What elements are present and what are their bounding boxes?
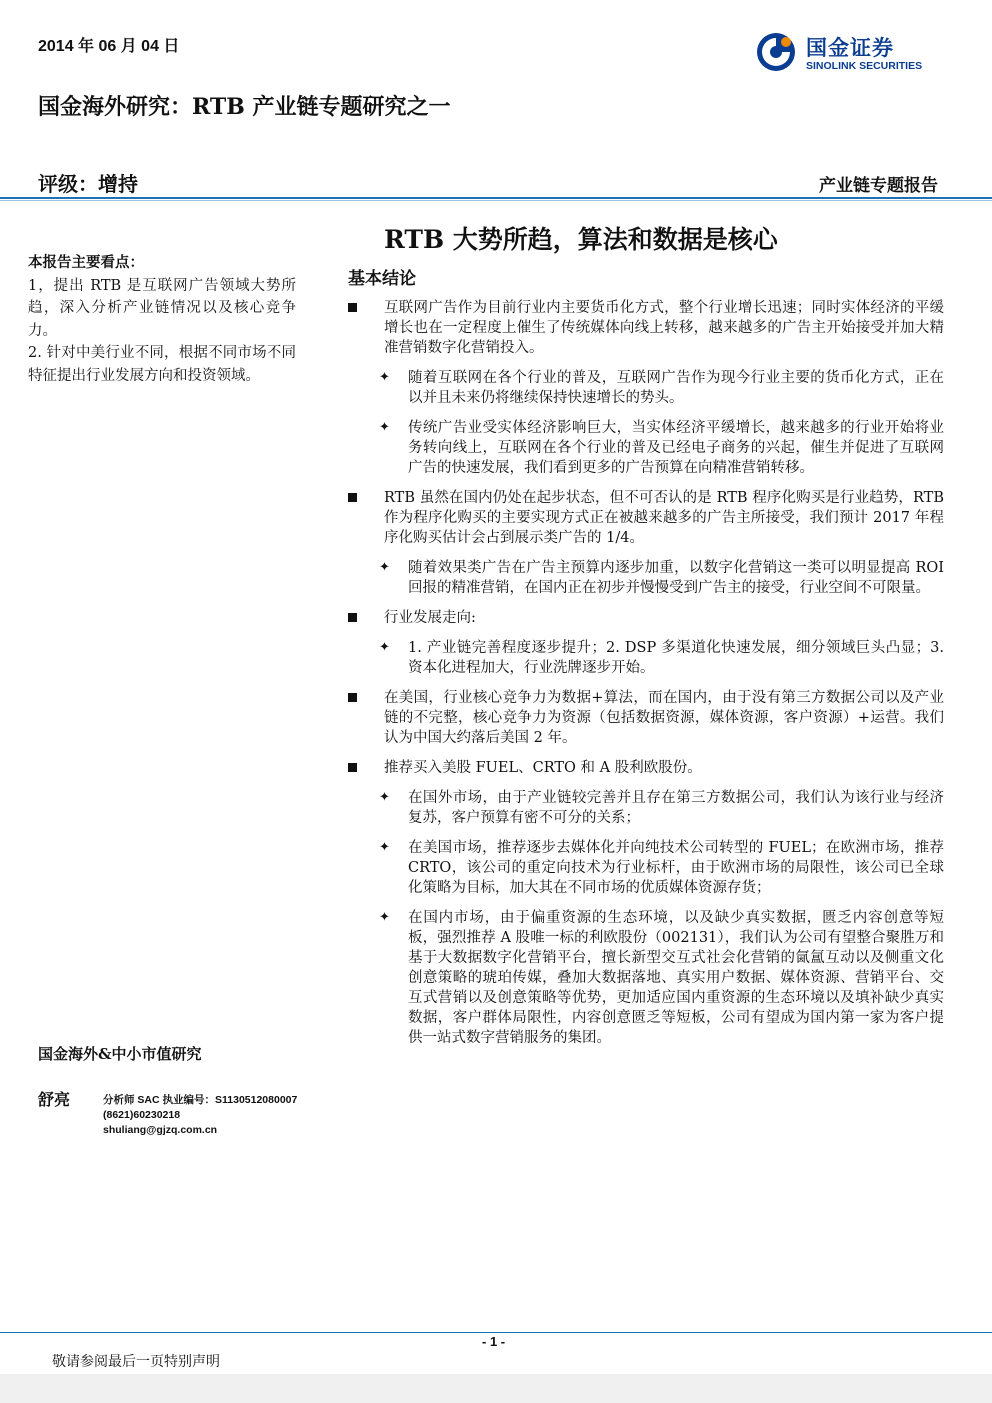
diamond-bullet-icon: ✦	[379, 560, 390, 575]
sub-bullet-text: 在国外市场，由于产业链较完善并且存在第三方数据公司，我们认为该行业与经济复苏，客户预算有密不可分的关系；	[408, 790, 944, 826]
company-logo	[756, 30, 946, 76]
bullet-item	[348, 608, 944, 628]
analyst-contact	[103, 1093, 297, 1138]
bottom-band	[0, 1374, 992, 1403]
key-point-1: 1，提出 RTB 是互联网广告领域大势所趋，深入分析产业链情况以及核心竞争力。	[28, 277, 296, 339]
document-title: 国金海外研究：RTB 产业链专题研究之一	[38, 94, 451, 120]
bullet-text: 互联网广告作为目前行业内主要货币化方式，整个行业增长迅速；同时实体经济的平缓增长也在一定程度上催生了传统媒体向线上转移，越来越多的广告主开始接受并加大精准营销数字化营销投入。	[384, 300, 944, 356]
key-points-sidebar	[28, 252, 296, 387]
sub-bullet-text: 传统广告业受实体经济影响巨大，当实体经济平缓增长，越来越多的行业开始将业务转向线上，互联网在各个行业的普及已经电子商务的兴起，催生并促进了互联网广告的快速发展，我们看到更多的广告预算在向精准营销转移。	[408, 420, 944, 476]
diamond-bullet-icon: ✦	[379, 840, 390, 855]
analyst-email[interactable]: shuliang@gjzq.com.cn	[103, 1124, 218, 1136]
page-number: - 1 -	[482, 1334, 506, 1349]
sub-bullet-item	[348, 418, 944, 478]
diamond-bullet-icon: ✦	[379, 910, 390, 925]
square-bullet-icon	[348, 613, 357, 622]
square-bullet-icon	[348, 763, 357, 772]
section-heading: 基本结论	[348, 269, 416, 289]
header-divider	[0, 197, 992, 199]
key-point-2: 2. 针对中美行业不同，根据不同市场不同特征提出行业发展方向和投资领域。	[28, 345, 296, 384]
sub-bullet-text: 1. 产业链完善程度逐步提升；2. DSP 多渠道化快速发展，细分领域巨头凸显；3. 资本化进程加大，行业洗牌逐步开始。	[408, 640, 944, 676]
diamond-bullet-icon: ✦	[379, 370, 390, 385]
square-bullet-icon	[348, 493, 357, 502]
research-team: 国金海外&中小市值研究	[38, 1045, 202, 1063]
bullet-item	[348, 298, 944, 358]
diamond-bullet-icon: ✦	[379, 790, 390, 805]
sub-bullet-text: 在国内市场，由于偏重资源的生态环境，以及缺少真实数据，匮乏内容创意等短板，强烈推荐 A 股唯一标的利欧股份（002131），我们认为公司有望整合聚胜万和基于大数据数字化营销平台，擅长新型交互式社会化营销的氤氲互动以及侧重文化创意策略的琥珀传媒，叠加大数据落地、真实用户数据、媒体资源、营销平台、交互式营销以及创意策略等优势，更加适应国内重资源的生态环境以及填补缺少真实数据，客户群体局限性，内容创意匮乏等短板，公司有望成为国内第一家为客户提供一站式数字营销服务的集团。	[408, 910, 944, 1046]
conclusions-body	[348, 298, 944, 1058]
key-points-heading: 本报告主要看点：	[28, 254, 144, 271]
footer-divider	[0, 1332, 992, 1333]
analyst-phone: (8621)60230218	[103, 1109, 181, 1121]
bullet-item	[348, 758, 944, 778]
diamond-bullet-icon: ✦	[379, 420, 390, 435]
sub-bullet-item	[348, 908, 944, 1048]
sub-bullet-item	[348, 838, 944, 898]
square-bullet-icon	[348, 693, 357, 702]
sub-bullet-text: 随着效果类广告在广告主预算内逐步加重，以数字化营销这一类可以明显提高 ROI 回报的精准营销，在国内正在初步并慢慢受到广告主的接受，行业空间不可限量。	[408, 560, 944, 596]
diamond-bullet-icon: ✦	[379, 640, 390, 655]
main-title: RTB 大势所趋，算法和数据是核心	[384, 225, 778, 254]
logo-text-en: SINOLINK SECURITIES	[806, 60, 923, 72]
bullet-text: 在美国，行业核心竞争力为数据+算法，而在国内，由于没有第三方数据公司以及产业链的不完整，核心竞争力为资源（包括数据资源，媒体资源，客户资源）+运营。我们认为中国大约落后美国 2 年。	[384, 690, 944, 746]
sub-bullet-item	[348, 788, 944, 828]
analyst-certificate: 分析师 SAC 执业编号：S1130512080007	[103, 1094, 298, 1106]
logo-text-cn: 国金证券	[806, 36, 894, 60]
report-date: 2014 年 06 月 04 日	[38, 38, 180, 55]
sub-bullet-text: 随着互联网在各个行业的普及，互联网广告作为现今行业主要的货币化方式，正在以并且未来仍将继续保持快速增长的势头。	[408, 370, 944, 406]
bullet-item	[348, 488, 944, 548]
bullet-item	[348, 688, 944, 748]
rating-label: 评级：增持	[38, 172, 138, 196]
logo-mark-icon	[756, 32, 796, 72]
report-type-label: 产业链专题报告	[819, 176, 938, 196]
square-bullet-icon	[348, 303, 357, 312]
header-divider-thin	[0, 200, 992, 201]
sub-bullet-item	[348, 368, 944, 408]
bullet-text: 推荐买入美股 FUEL、CRTO 和 A 股利欧股份。	[384, 760, 702, 776]
bullet-text: RTB 虽然在国内仍处在起步状态，但不可否认的是 RTB 程序化购买是行业趋势，RTB 作为程序化购买的主要实现方式正在被越来越多的广告主所接受，我们预计 2017 年程序化购买估计会占到展示类广告的 1/4。	[384, 490, 944, 546]
sub-bullet-item	[348, 638, 944, 678]
sub-bullet-text: 在美国市场，推荐逐步去媒体化并向纯技术公司转型的 FUEL；在欧洲市场，推荐 CRTO，该公司的重定向技术为行业标杆，由于欧洲市场的局限性，该公司已全球化策略为目标，加大其在不同市场的优质媒体资源存货；	[408, 840, 944, 896]
analyst-name: 舒亮	[38, 1090, 71, 1109]
bullet-text: 行业发展走向:	[384, 610, 476, 626]
disclaimer-note: 敬请参阅最后一页特别声明	[52, 1354, 220, 1370]
sub-bullet-item	[348, 558, 944, 598]
